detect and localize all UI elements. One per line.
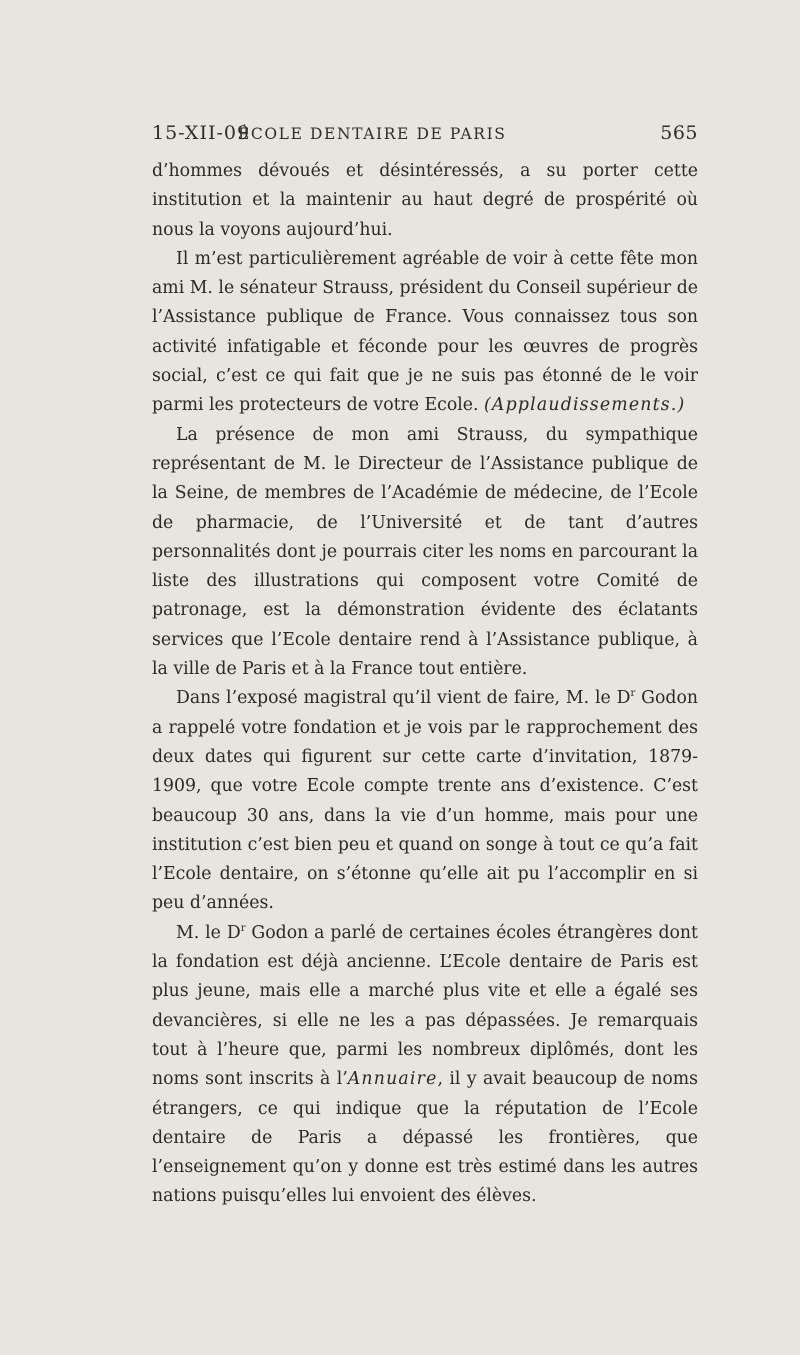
doctor-abbrev-sup: r	[240, 922, 246, 934]
paragraph-2-text: Il m’est particulièrement agréable de voir à cette fête mon ami M. le sénateur Strauss, président du Conseil supérieur de l’Assistance publique de France. Vous connaissez tous son activité infatigable et féconde pour les œuvres de progrès social, c’est ce qui fait que je ne suis pas étonné de le voir parmi les protecteurs de votre Ecole.	[152, 248, 698, 416]
header-date: 15-XII-09	[152, 122, 251, 144]
page-number: 565	[660, 122, 698, 144]
paragraph-2	[152, 245, 698, 421]
paragraph-5-part-b: Godon a parlé de certaines écoles étrangères dont la fondation est déjà ancienne. L’Ecole dentaire de Paris est plus jeune, mais elle a marché plus vite et elle a égalé ses devancières, si elle ne les a pas dépassées. Je remarquais tout à l’heure que, parmi les nombreux diplômés, dont les noms sont inscrits à l’	[152, 922, 698, 1090]
paragraph-4-part-b: Godon a rappelé votre fondation et je vois par le rapprochement des deux dates qui figurent sur cette carte d’invitation, 1879-1909, que votre Ecole compte trente ans d’existence. C’est beaucoup 30 ans, dans la vie d’un homme, mais pour une institution c’est bien peu et quand on songe à tout ce qu’a fait l’Ecole dentaire, on s’étonne qu’elle ait pu l’accomplir en si peu d’années.	[152, 688, 698, 914]
doctor-abbrev-sup: r	[630, 688, 636, 700]
body-text	[152, 157, 698, 1212]
paragraph-5-part-c: , il y avait beaucoup de noms étrangers, ce qui indique que la réputation de l’Ecole dentaire de Paris a dépassé les frontières, que l’enseignement qu’on y donne est très estimé dans les autres nations puisqu’elles lui envoient des élèves.	[152, 1069, 698, 1207]
paragraph-5	[152, 919, 698, 1212]
applause-note: (Applaudissements.)	[483, 395, 686, 416]
paragraph-5-part-a: M. le D	[176, 922, 241, 943]
paragraph-1: d’hommes dévoués et désintéressés, a su porter cette institution et la maintenir au haut degré de prospérité où nous la voyons aujourd’hui.	[152, 161, 698, 240]
running-header	[152, 122, 698, 152]
paragraph-4	[152, 684, 698, 918]
paragraph-3: La présence de mon ami Strauss, du sympathique représentant de M. le Directeur de l’Assistance publique de la Seine, de membres de l’Académie de médecine, de l’Ecole de pharmacie, de l’Université et de tant d’autres personnalités dont je pourrais citer les noms en parcourant la liste des illustrations qui composent votre Comité de patronage, est la démonstration évidente des éclatants services que l’Ecole dentaire rend à l’Assistance publique, à la ville de Paris et à la France tout entière.	[152, 424, 698, 680]
annuaire-title: Annuaire	[347, 1069, 438, 1090]
paragraph-4-part-a: Dans l’exposé magistral qu’il vient de faire, M. le D	[176, 688, 631, 709]
header-title: ÉCOLE DENTAIRE DE PARIS	[238, 125, 507, 143]
